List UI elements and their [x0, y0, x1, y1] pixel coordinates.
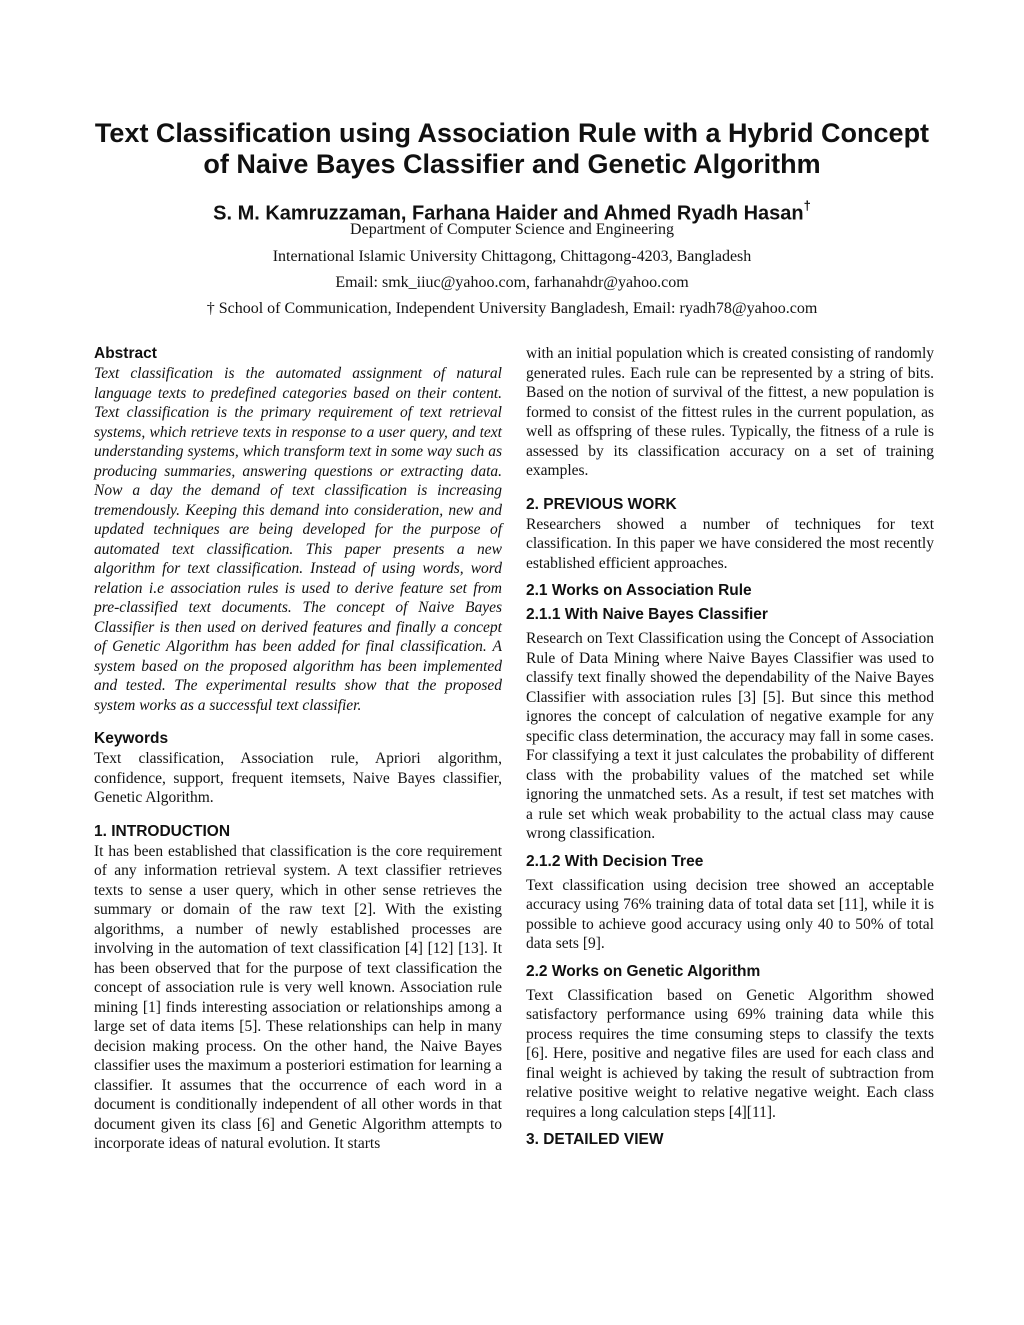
genetic-heading: 2.2 Works on Genetic Algorithm	[526, 962, 761, 980]
introduction-continued: with an initial population which is created consisting of randomly generated rules. Each rule can be represented by a string of bits. Based on the notion of survival of the fittest, a new population is formed to consist of the fittest rules in the current population, as well as offspring of these rules. Typically, the fitness of a rule is assessed by its classification accuracy on a set of training examples.	[526, 345, 934, 479]
introduction-heading: 1. INTRODUCTION	[94, 822, 231, 840]
naive-bayes-heading: 2.1.1 With Naive Bayes Classifier	[526, 606, 768, 623]
title-line-1: Text Classification using Association Rule with a Hybrid Concept	[94, 118, 930, 148]
decision-tree-text: Text classification using decision tree showed an acceptable accuracy using 76% training data of total data set [11], while it is possible to achieve good accuracy using only 40 to 50% of total data sets [9].	[526, 876, 934, 952]
author-dagger: †	[803, 198, 811, 213]
affiliation-second: † School of Communication, Independent University Bangladesh, Email: ryadh78@yahoo.com	[206, 300, 818, 317]
keywords-text: Text classification, Association rule, Apriori algorithm, confidence, support, frequent itemsets, Naive Bayes classifier, Genetic Algorithm.	[94, 750, 502, 806]
author-emails: Email: smk_iiuc@yahoo.com, farhanahdr@yahoo.com	[335, 274, 689, 291]
association-rule-heading: 2.1 Works on Association Rule	[526, 582, 752, 599]
decision-tree-heading: 2.1.2 With Decision Tree	[526, 852, 704, 870]
genetic-text: Text Classification based on Genetic Algorithm showed satisfactory performance using 69% training data while this process requires the time consuming steps to classify the texts [6]. Here, positive and negative files are used for each class and final weight is achieved by taking the result of subtraction from relative positive weight to relative negative weight. Each class requires a long calculation steps [4][11].	[526, 986, 934, 1121]
right-column	[526, 344, 934, 1150]
affiliation-university: International Islamic University Chittagong, Chittagong-4203, Bangladesh	[272, 248, 752, 265]
naive-bayes-text: Research on Text Classification using the Concept of Association Rule of Data Mining where Naive Bayes Classifier was used to classify text finally showed the dependability of the Naive Bayes Classifier with association rules [3] [5]. But since this method ignores the concept of calculation of negative example for any specific class determination, the accuracy may fall in some cases. For classifying a text it just calculates the probability of different class with the probability values of the matched set while ignoring the unmatched sets. As a result, if test set matches with a rule set which weak probability to the actual class may cause wrong classification.	[526, 630, 934, 842]
affiliation-department: Department of Computer Science and Engineering	[350, 221, 674, 238]
previous-work-heading: 2. PREVIOUS WORK	[526, 495, 677, 513]
author-names: S. M. Kamruzzaman, Farhana Haider and Ahmed Ryadh Hasan	[213, 202, 804, 225]
previous-work-text: Researchers showed a number of techniques for text classification. In this paper we have considered the most recently established efficient approaches.	[526, 515, 934, 572]
detailed-view-heading: 3. DETAILED VIEW	[526, 1131, 664, 1148]
title-line-2: of Naive Bayes Classifier and Genetic Algorithm	[203, 149, 821, 179]
keywords-heading: Keywords	[94, 730, 169, 747]
left-column	[94, 344, 502, 1154]
paper-title	[60, 118, 964, 180]
abstract-text: Text classification is the automated assignment of natural language texts to predefined categories based on their content. Text classification is the primary requirement of text retrieval systems, which retrieve texts in response to a user query, and text understanding systems, which transform text in some way such as producing summaries, answering questions or extracting data. Now a day the demand of text classification is increasing tremendously. Keeping this demand into consideration, new and updated techniques are being developed for the purpose of automated text classification. This paper presents a new algorithm for text classification. Instead of using words, word relation i.e association rules is used to derive feature set from pre-classified text documents. The concept of Naive Bayes Classifier is then used on derived features and finally a concept of Genetic Algorithm has been added for final classification. A system based on the proposed algorithm has been implemented and tested. The experimental results show that the proposed system works as a successful text classifier.	[94, 365, 502, 714]
abstract-heading: Abstract	[94, 345, 157, 362]
introduction-text: It has been established that classification is the core requirement of any information retrieval system. A text classifier retrieves texts to sense a user query, which in other sense retrieves the summary or domain of the raw text [2]. With the existing algorithms, a number of newly established processes are involving in the automation of text classification [4] [12] [13]. It has been observed that for the purpose of text classification the concept of association rule is very well known. Association rule mining [1] finds interesting association or relationships among a large set of data items [5]. These relationships can help in many decision making process. On the other hand, the Naive Bayes classifier uses the maximum a posteriori estimation for learning a classifier. It assumes that the occurrence of each word in a document is conditionally independent of all other words in that document given its class [6] and Genetic Algorithm attempts to incorporate ideas of natural evolution. It starts	[94, 842, 502, 1152]
